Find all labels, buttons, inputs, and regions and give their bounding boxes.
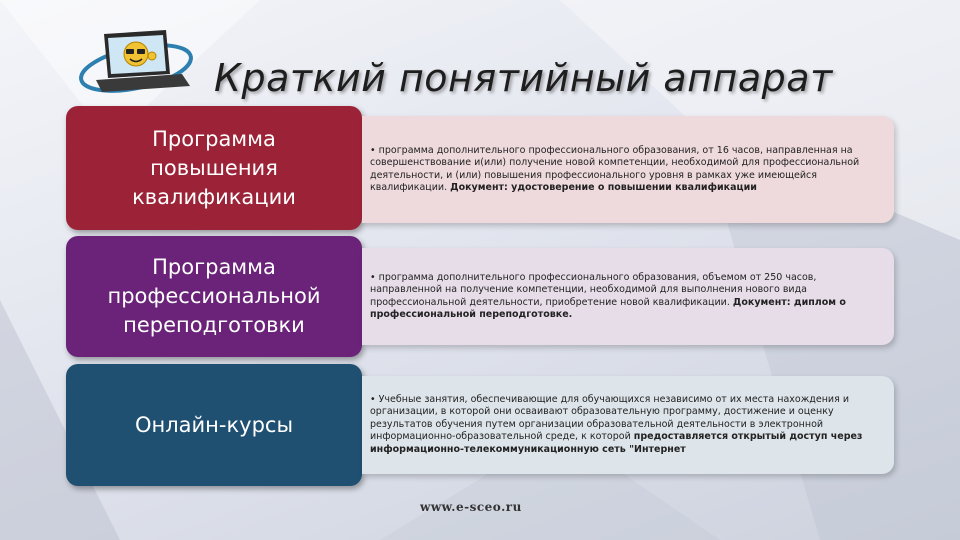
document-note: предоставляется открытый доступ через информационно-телекоммуникационную сеть "Интернет <box>370 431 863 455</box>
term-box <box>66 106 362 230</box>
page-title: Краткий понятийный аппарат <box>214 56 833 100</box>
bullet: • <box>370 144 376 156</box>
term-label: Программа повышения квалификации <box>132 126 296 209</box>
definition-box <box>362 116 894 223</box>
definition-text <box>370 116 882 223</box>
definition-box <box>362 248 894 345</box>
definition-body: Учебные занятия, обеспечивающие для обучающихся независимо от их места нахождения и организации, в которой они осваивают образовательную программу, достижение и оценку результатов обучения путем организации образовательной деятельности в электронной информационно-образовательной среде, к которой <box>370 393 849 443</box>
definition-row <box>0 236 960 357</box>
footer-website: www.e-sceo.ru <box>420 500 522 514</box>
term-box <box>66 236 362 357</box>
document-note: Документ: удостоверение о повышении квалификации <box>450 182 757 193</box>
definition-text <box>370 376 882 474</box>
term-label: Программа профессиональной переподготовки <box>107 255 321 337</box>
term-box <box>66 364 362 486</box>
definition-row <box>0 364 960 486</box>
document-note: Документ: диплом о профессиональной переподготовке. <box>370 296 846 320</box>
definition-text <box>370 248 882 345</box>
definition-body: программа дополнительного профессионального образования, от 16 часов, направленная на совершенствование и(или) получение новой компетенции, необходимой для профессиональной деятельности, и (или) повышения профессионального уровня в рамках уже имеющейся квалификации. <box>370 144 860 193</box>
bullet: • <box>370 393 376 405</box>
definition-row <box>0 106 960 230</box>
term-label: Онлайн-курсы <box>134 412 294 437</box>
definition-body: программа дополнительного профессионального образования, объемом от 250 часов, направленной на получение компетенции, необходимой для выполнения нового вида профессиональной деятельности, приобретение новой квалификации. <box>370 271 817 308</box>
smiley-laptop-icon <box>78 20 198 100</box>
bullet: • <box>370 271 376 283</box>
definition-box <box>362 376 894 474</box>
